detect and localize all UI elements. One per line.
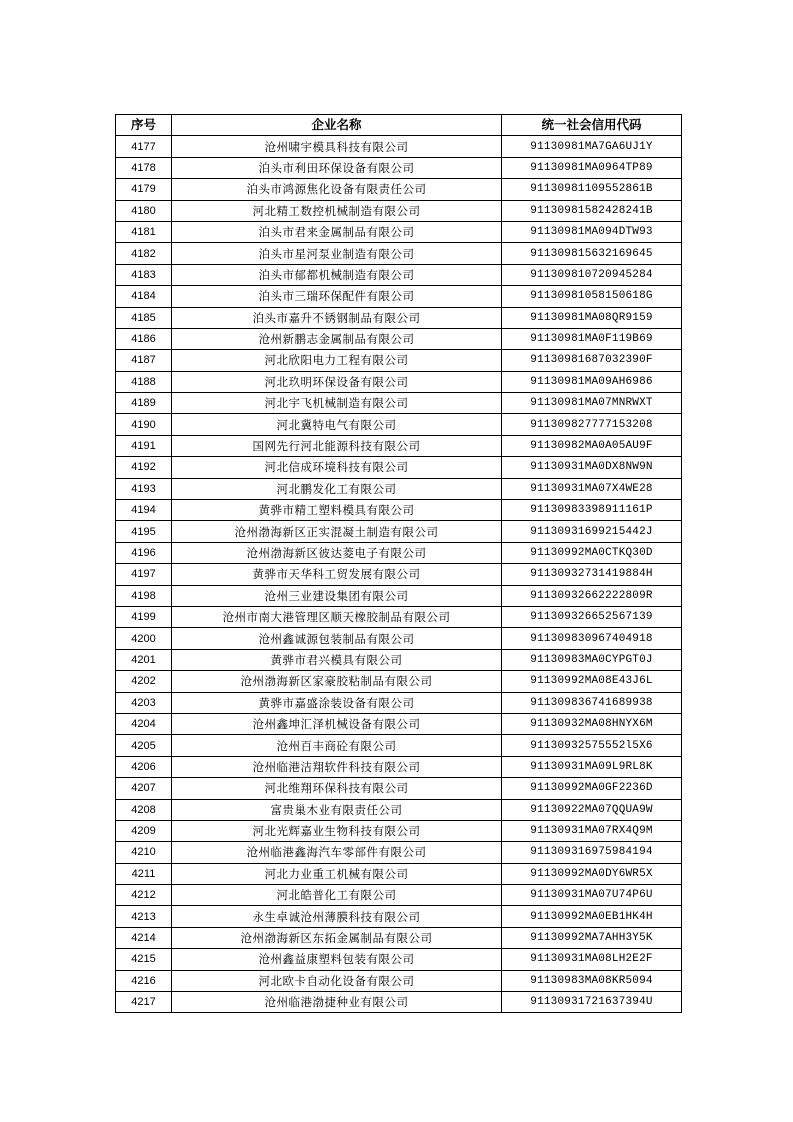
cell-serial-number: 4195	[116, 521, 172, 542]
cell-serial-number: 4178	[116, 157, 172, 178]
table-row	[116, 521, 682, 542]
cell-company-name: 沧州临港鑫海汽车零部件有限公司	[172, 842, 502, 863]
cell-company-name: 泊头市郁都机械制造有限公司	[172, 264, 502, 285]
cell-company-name: 河北玖明环保设备有限公司	[172, 371, 502, 392]
cell-serial-number: 4216	[116, 970, 172, 991]
table-row	[116, 671, 682, 692]
cell-company-name: 河北光辉嘉业生物科技有限公司	[172, 820, 502, 841]
cell-credit-code: 91130992MA0EB1HK4H	[502, 906, 682, 927]
cell-credit-code: 91130992MA0CTKQ30D	[502, 542, 682, 563]
cell-company-name: 黄骅市天华科工贸发展有限公司	[172, 564, 502, 585]
table-row	[116, 328, 682, 349]
cell-serial-number: 4191	[116, 435, 172, 456]
table-row	[116, 200, 682, 221]
cell-company-name: 河北力业重工机械有限公司	[172, 863, 502, 884]
cell-credit-code: 91130983398911161P	[502, 500, 682, 521]
cell-credit-code: 91130983MA08KR5094	[502, 970, 682, 991]
cell-serial-number: 4206	[116, 756, 172, 777]
cell-serial-number: 4182	[116, 243, 172, 264]
table-row	[116, 649, 682, 670]
cell-credit-code: 91130931MA09L9RL8K	[502, 756, 682, 777]
table-header-row	[116, 115, 682, 136]
cell-credit-code: 91130981109552861B	[502, 179, 682, 200]
cell-company-name: 黄骅市君兴模具有限公司	[172, 649, 502, 670]
cell-serial-number: 4193	[116, 478, 172, 499]
cell-credit-code: 91130981687032390F	[502, 350, 682, 371]
cell-credit-code: 911309815632169645	[502, 243, 682, 264]
cell-serial-number: 4179	[116, 179, 172, 200]
cell-company-name: 泊头市三瑞环保配件有限公司	[172, 286, 502, 307]
cell-credit-code: 91130932662222809R	[502, 585, 682, 606]
cell-company-name: 沧州渤海新区东拓金属制品有限公司	[172, 927, 502, 948]
cell-credit-code: 911309827777153208	[502, 414, 682, 435]
table-row	[116, 906, 682, 927]
table-row	[116, 221, 682, 242]
table-row	[116, 628, 682, 649]
cell-company-name: 河北欧卡自动化设备有限公司	[172, 970, 502, 991]
table-row	[116, 799, 682, 820]
table-row	[116, 585, 682, 606]
cell-serial-number: 4215	[116, 949, 172, 970]
table-row	[116, 136, 682, 157]
table-row	[116, 692, 682, 713]
cell-company-name: 沧州渤海新区彼达菱电子有限公司	[172, 542, 502, 563]
cell-serial-number: 4213	[116, 906, 172, 927]
cell-credit-code: 91130931MA0DX8NW9N	[502, 457, 682, 478]
cell-credit-code: 91130992MA0DY6WR5X	[502, 863, 682, 884]
cell-serial-number: 4189	[116, 393, 172, 414]
header-serial-number: 序号	[116, 115, 172, 136]
cell-company-name: 河北冀特电气有限公司	[172, 414, 502, 435]
cell-company-name: 沧州百丰商砼有限公司	[172, 735, 502, 756]
cell-company-name: 河北宇飞机械制造有限公司	[172, 393, 502, 414]
cell-company-name: 黄骅市嘉盛涂装设备有限公司	[172, 692, 502, 713]
table-row	[116, 949, 682, 970]
cell-credit-code: 911309810720945284	[502, 264, 682, 285]
cell-company-name: 沧州临港渤捷种业有限公司	[172, 992, 502, 1013]
cell-credit-code: 91130932731419884H	[502, 564, 682, 585]
table-row	[116, 179, 682, 200]
cell-serial-number: 4187	[116, 350, 172, 371]
cell-credit-code: 91130922MA07QQUA9W	[502, 799, 682, 820]
cell-company-name: 河北信成环境科技有限公司	[172, 457, 502, 478]
cell-serial-number: 4185	[116, 307, 172, 328]
cell-serial-number: 4203	[116, 692, 172, 713]
cell-company-name: 河北欣阳电力工程有限公司	[172, 350, 502, 371]
cell-serial-number: 4192	[116, 457, 172, 478]
cell-credit-code: 91130932MA08HNYX6M	[502, 713, 682, 734]
cell-credit-code: 91130931699215442J	[502, 521, 682, 542]
cell-credit-code: 911309326652567139	[502, 606, 682, 627]
cell-company-name: 河北维翔环保科技有限公司	[172, 778, 502, 799]
table-row	[116, 606, 682, 627]
cell-serial-number: 4207	[116, 778, 172, 799]
cell-credit-code: 91130981MA094DTW93	[502, 221, 682, 242]
cell-credit-code: 91130981582428241B	[502, 200, 682, 221]
cell-company-name: 国网先行河北能源科技有限公司	[172, 435, 502, 456]
table-row	[116, 307, 682, 328]
cell-credit-code: 91130981MA07MNRWXT	[502, 393, 682, 414]
table-row	[116, 478, 682, 499]
table-row	[116, 842, 682, 863]
table-row	[116, 713, 682, 734]
table-row	[116, 820, 682, 841]
table-row	[116, 264, 682, 285]
cell-credit-code: 911309830967404918	[502, 628, 682, 649]
cell-credit-code: 91130931MA07RX4Q9M	[502, 820, 682, 841]
cell-company-name: 沧州鑫诚源包装制品有限公司	[172, 628, 502, 649]
cell-serial-number: 4204	[116, 713, 172, 734]
cell-serial-number: 4217	[116, 992, 172, 1013]
cell-credit-code: 911309316975984194	[502, 842, 682, 863]
cell-credit-code: 91130982MA0A05AU9F	[502, 435, 682, 456]
cell-serial-number: 4181	[116, 221, 172, 242]
table-row	[116, 927, 682, 948]
cell-credit-code: 91130981MA0F119B69	[502, 328, 682, 349]
table-row	[116, 371, 682, 392]
cell-credit-code: 91130981058150618G	[502, 286, 682, 307]
table-row	[116, 157, 682, 178]
cell-company-name: 河北精工数控机械制造有限公司	[172, 200, 502, 221]
cell-company-name: 沧州鑫益康塑料包装有限公司	[172, 949, 502, 970]
table-row	[116, 542, 682, 563]
cell-serial-number: 4209	[116, 820, 172, 841]
cell-serial-number: 4197	[116, 564, 172, 585]
cell-company-name: 沧州啸宇模具科技有限公司	[172, 136, 502, 157]
cell-serial-number: 4184	[116, 286, 172, 307]
cell-serial-number: 4210	[116, 842, 172, 863]
table-row	[116, 756, 682, 777]
company-credit-code-table	[115, 114, 682, 1013]
cell-company-name: 沧州临港洁翔软件科技有限公司	[172, 756, 502, 777]
cell-serial-number: 4196	[116, 542, 172, 563]
table-row	[116, 457, 682, 478]
cell-serial-number: 4186	[116, 328, 172, 349]
cell-serial-number: 4211	[116, 863, 172, 884]
cell-serial-number: 4199	[116, 606, 172, 627]
cell-serial-number: 4183	[116, 264, 172, 285]
table-row	[116, 992, 682, 1013]
table-row	[116, 393, 682, 414]
cell-company-name: 泊头市利田环保设备有限公司	[172, 157, 502, 178]
cell-credit-code: 91130992MA0GF2236D	[502, 778, 682, 799]
table-row	[116, 564, 682, 585]
cell-credit-code: 911309836741689938	[502, 692, 682, 713]
cell-serial-number: 4198	[116, 585, 172, 606]
table-row	[116, 970, 682, 991]
cell-serial-number: 4201	[116, 649, 172, 670]
cell-serial-number: 4202	[116, 671, 172, 692]
cell-serial-number: 4208	[116, 799, 172, 820]
cell-company-name: 黄骅市精工塑料模具有限公司	[172, 500, 502, 521]
cell-credit-code: 91130981MA0964TP89	[502, 157, 682, 178]
cell-credit-code: 91130931MA07U74P6U	[502, 885, 682, 906]
cell-company-name: 沧州新鹏志金属制品有限公司	[172, 328, 502, 349]
cell-company-name: 泊头市君来金属制品有限公司	[172, 221, 502, 242]
cell-company-name: 沧州鑫坤汇泽机械设备有限公司	[172, 713, 502, 734]
header-credit-code: 统一社会信用代码	[502, 115, 682, 136]
cell-company-name: 河北皓普化工有限公司	[172, 885, 502, 906]
table-row	[116, 500, 682, 521]
table-row	[116, 735, 682, 756]
cell-company-name: 永生卓诚沧州薄膜科技有限公司	[172, 906, 502, 927]
cell-serial-number: 4180	[116, 200, 172, 221]
table-body	[116, 136, 682, 1013]
cell-company-name: 泊头市星河泵业制造有限公司	[172, 243, 502, 264]
cell-credit-code: 91130931721637394U	[502, 992, 682, 1013]
cell-company-name: 河北鹏发化工有限公司	[172, 478, 502, 499]
cell-credit-code: 91130931MA08LH2E2F	[502, 949, 682, 970]
header-company-name: 企业名称	[172, 115, 502, 136]
cell-serial-number: 4190	[116, 414, 172, 435]
cell-company-name: 沧州市南大港管理区顺天橡胶制品有限公司	[172, 606, 502, 627]
cell-serial-number: 4200	[116, 628, 172, 649]
cell-serial-number: 4177	[116, 136, 172, 157]
table-row	[116, 863, 682, 884]
cell-company-name: 沧州渤海新区家豪胶粘制品有限公司	[172, 671, 502, 692]
table-row	[116, 243, 682, 264]
table-row	[116, 414, 682, 435]
cell-serial-number: 4194	[116, 500, 172, 521]
cell-company-name: 泊头市鸿源焦化设备有限责任公司	[172, 179, 502, 200]
table-row	[116, 435, 682, 456]
cell-company-name: 泊头市嘉升不锈钢制品有限公司	[172, 307, 502, 328]
table-row	[116, 778, 682, 799]
cell-serial-number: 4188	[116, 371, 172, 392]
table-row	[116, 286, 682, 307]
cell-serial-number: 4212	[116, 885, 172, 906]
cell-credit-code: 91130981MA08QR9159	[502, 307, 682, 328]
cell-credit-code: 91130981MA7GA6UJ1Y	[502, 136, 682, 157]
cell-serial-number: 4205	[116, 735, 172, 756]
cell-credit-code: 91130981MA09AH6986	[502, 371, 682, 392]
cell-serial-number: 4214	[116, 927, 172, 948]
cell-company-name: 沧州三业建设集团有限公司	[172, 585, 502, 606]
cell-credit-code: 91130992MA08E43J6L	[502, 671, 682, 692]
cell-credit-code: 91130931MA07X4WE28	[502, 478, 682, 499]
cell-credit-code: 91130983MA0CYPGT0J	[502, 649, 682, 670]
cell-company-name: 富贵巢木业有限责任公司	[172, 799, 502, 820]
cell-company-name: 沧州渤海新区正实混凝土制造有限公司	[172, 521, 502, 542]
cell-credit-code: 91130992MA7AHH3Y5K	[502, 927, 682, 948]
table-row	[116, 350, 682, 371]
cell-credit-code: 91130932575552l5X6	[502, 735, 682, 756]
table-row	[116, 885, 682, 906]
